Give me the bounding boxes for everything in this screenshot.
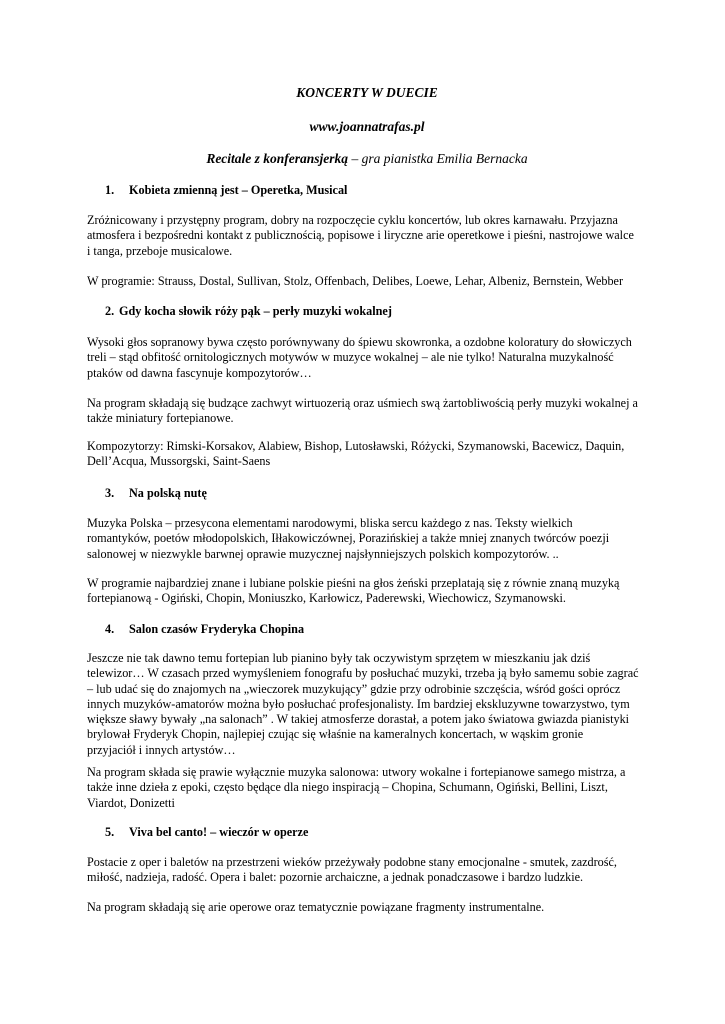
text-line: fortepianową - Ogiński, Chopin, Moniuszko, Karłowicz, Paderewski, Wiechowicz, Szymanowski.	[87, 591, 566, 606]
section-5-paragraph-1	[87, 855, 647, 886]
text-line: także miniatury fortepianowe.	[87, 411, 234, 426]
text-line: – lub udać się do znajomych na „wieczorek muzykujący” gdzie przy odrobinie szczęścia, wśród gości oprócz	[87, 681, 621, 696]
section-3-paragraph-2	[87, 576, 647, 607]
section-4-paragraph-2	[87, 765, 647, 811]
text-line: Zróżnicowany i przystępny program, dobry na rozpoczęcie cyklu koncertów, lub okres karnawału. Przyjazna	[87, 213, 618, 227]
text-line: atmosfera i bezpośredni kontakt z publicznością, popisowe i liryczne arie operetkowe i pieśni, nastrojowe walce	[87, 228, 634, 243]
text-line: także inne dzieła z epoki, często będące dla niego inspiracją – Chopina, Schumann, Ogiński, Bellini, Liszt,	[87, 780, 608, 795]
document-title: KONCERTY W DUECIE	[296, 85, 438, 100]
section-heading-3: 3. Na polską nutę	[105, 486, 207, 500]
text-line: przyjaciół i innych artystów…	[87, 742, 236, 757]
text-line: W programie najbardziej znane i lubiane polskie pieśni na głos żeński przeplatają się z równie znaną muzyką	[87, 576, 620, 590]
text-line: ptaków od dawna fascynuje kompozytorów…	[87, 365, 312, 380]
text-line: miłość, nadzieja, radość. Opera i balet: pozornie archaiczne, a jednak ponadczasowe i bardzo ludzkie.	[87, 870, 584, 885]
section-heading-4: 4. Salon czasów Fryderyka Chopina	[105, 622, 305, 636]
section-1-paragraph-1	[87, 213, 647, 259]
text-line: większe sławy bywały „na salonach” . W takiej atmosferze dorastał, a potem jako światowa gwiazda pianistyki	[87, 712, 630, 727]
text-line: brylował Fryderyk Chopin, najlepiej czując się właśnie na kameralnych koncertach, w wąskim gronie	[87, 727, 584, 742]
website-link[interactable]: www.joannatrafas.pl	[309, 119, 425, 134]
text-line: Postacie z oper i baletów na przestrzeni wieków przeżywały podobne stany emocjonalne - smutek, zazdrość,	[87, 855, 617, 869]
text-line: romantyków, poetów młodopolskich, Iłłakowiczównej, Porazińskiej a także mniej znanych twórców poezji	[87, 531, 610, 546]
text-line: salonowej w niezwykle barwnej oprawie muzycznej najsłynniejszych polskich kompozytorów. ..	[87, 546, 559, 561]
section-heading-2: 2. Gdy kocha słowik róży pąk – perły muzyki wokalnej	[105, 304, 392, 318]
section-2-paragraph-1	[87, 335, 647, 381]
document-subtitle	[87, 151, 647, 167]
section-2-paragraph-3	[87, 439, 647, 470]
section-3-paragraph-1	[87, 516, 647, 562]
text-line: treli – stąd obfitość ornitologicznych motywów w muzyce wokalnej – ale nie tylko! Naturalna muzykalność	[87, 350, 614, 365]
text-line: Na program składają się budzące zachwyt wirtuozerią oraz uśmiech swą żartobliwością perły muzyki wokalnej a	[87, 396, 638, 410]
text-line: Muzyka Polska – przesycona elementami narodowymi, bliska sercu każdego z nas. Teksty wielkich	[87, 516, 573, 530]
section-2-paragraph-2	[87, 396, 647, 427]
text-line: telewizor… W czasach przed wymyśleniem fonografu by posłuchać muzyki, trzeba ją było samemu sobie zagrać	[87, 666, 639, 681]
text-line: W programie: Strauss, Dostal, Sullivan, Stolz, Offenbach, Delibes, Loewe, Lehar, Albeniz, Bernstein, Webber	[87, 274, 624, 288]
text-line: Dell’Acqua, Mussorgski, Saint-Saens	[87, 454, 271, 469]
subtitle-bold: Recitale z konferansjerką	[206, 151, 349, 166]
text-line: innych muzyków-amatorów można było posłuchać profesjonalisty. Im bardziej ekskluzywne towarzystwo, tym	[87, 696, 630, 711]
section-heading-5: 5. Viva bel canto! – wieczór w operze	[105, 825, 309, 839]
text-line: Na program składają się arie operowe oraz tematycznie powiązane fragmenty instrumentalne.	[87, 900, 545, 914]
text-line: Jeszcze nie tak dawno temu fortepian lub pianino były tak oczywistym sprzętem w mieszkaniu jak dziś	[87, 651, 591, 665]
text-line: Wysoki głos sopranowy bywa często porównywany do śpiewu skowronka, a ozdobne koloratury do słowiczych	[87, 335, 632, 349]
section-1-paragraph-2	[87, 274, 647, 289]
subtitle-rest: – gra pianistka Emilia Bernacka	[348, 151, 528, 166]
section-4-paragraph-1	[87, 651, 647, 758]
section-heading-1: 1. Kobieta zmienną jest – Operetka, Musical	[105, 183, 348, 197]
text-line: Na program składa się prawie wyłącznie muzyka salonowa: utwory wokalne i fortepianowe samego mistrza, a	[87, 765, 626, 779]
text-line: Kompozytorzy: Rimski-Korsakov, Alabiew, Bishop, Lutosławski, Różycki, Szymanowski, Bacewicz, Daquin,	[87, 439, 625, 453]
text-line: i tanga, przeboje musicalowe.	[87, 243, 233, 258]
text-line: Viardot, Donizetti	[87, 795, 175, 810]
section-5-paragraph-2	[87, 900, 647, 915]
